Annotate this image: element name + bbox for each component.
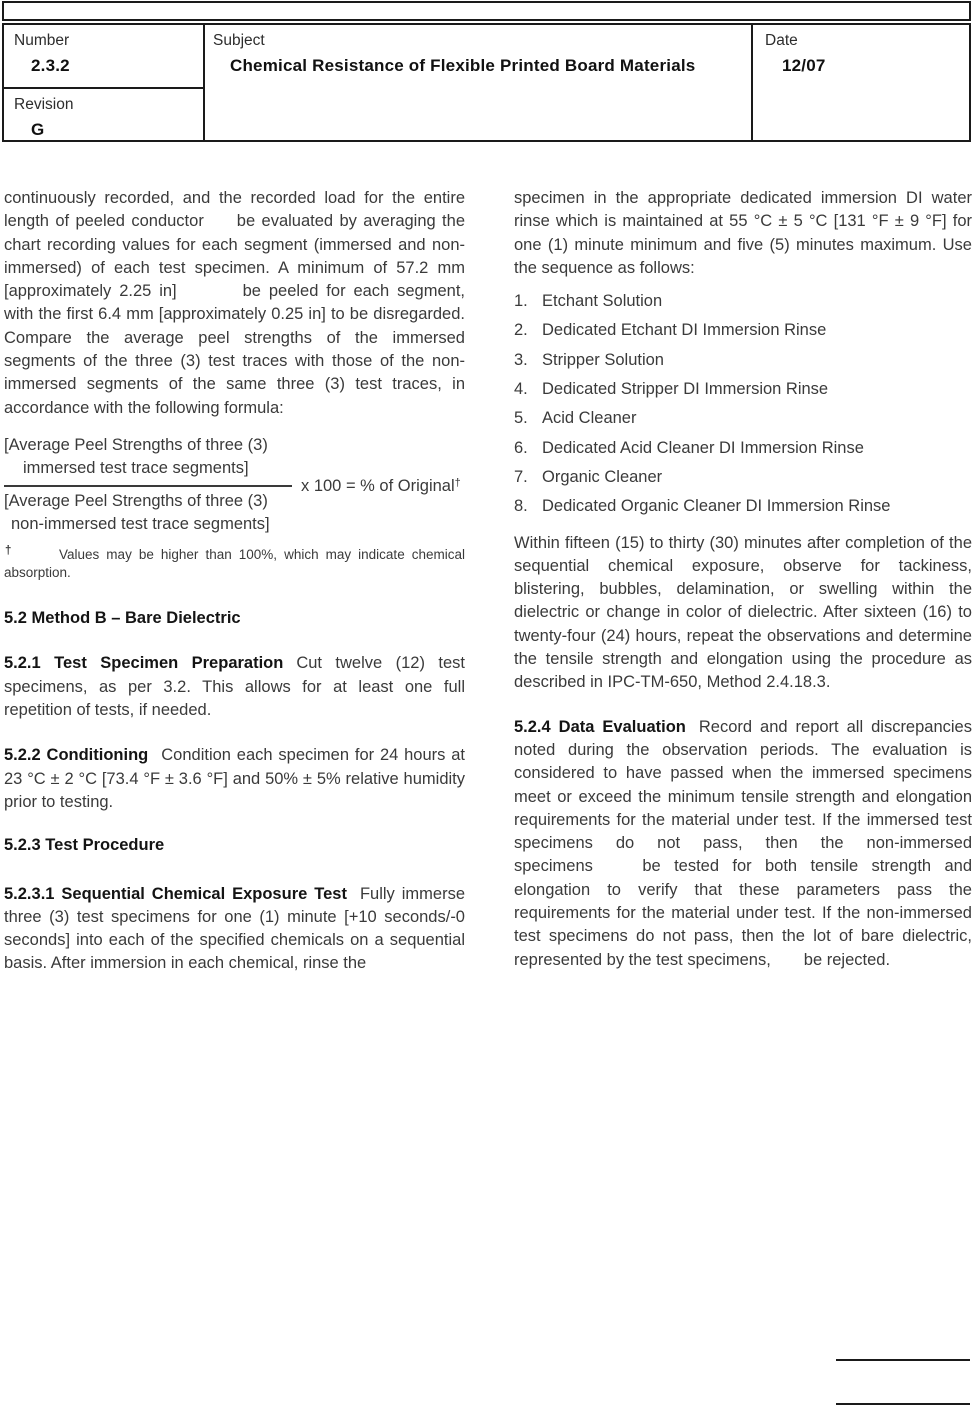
list-item-text: Dedicated Acid Cleaner DI Immersion Rinse [542, 438, 864, 457]
section-5-2-4-heading: 5.2.4 Data Evaluation [514, 717, 686, 736]
list-item [514, 407, 972, 430]
fraction-rule [4, 485, 292, 487]
section-heading-5-2-3: 5.2.3 Test Procedure [4, 836, 165, 855]
list-item [514, 437, 972, 460]
section-5-2-4-text: Record and report all discrepancies noted during the observation periods. The evaluation is considered to have passed when the immersed specimens meet or exceed the minimum tensile strength and elongation requirements for the material under test. If the immersed test specimens do not pass, then the non-immersed specimens be tested for both tensile strength and elongation to verify that these parameters pass the requirements for the material under test. If the non-immersed test specimens do not pass, then the lot of bare dielectric, represented by the test specimens, be rejected. [514, 717, 972, 969]
list-item-number: 1. [514, 292, 528, 311]
revision-value: G [31, 120, 45, 139]
section-5-2-3-1-heading: 5.2.3.1 Sequential Chemical Exposure Test [4, 884, 347, 903]
list-item [514, 319, 972, 342]
list-item-number: 7. [514, 467, 528, 486]
right-column [514, 187, 972, 972]
list-item [514, 378, 972, 401]
list-item-text: Stripper Solution [542, 350, 664, 369]
list-item-number: 4. [514, 380, 528, 399]
number-label: Number [14, 32, 70, 49]
section-5-2-1-heading: 5.2.1 Test Specimen Preparation [4, 654, 284, 673]
list-item [514, 349, 972, 372]
paragraph-rinse-sequence: specimen in the appropriate dedicated immersion DI water rinse which is maintained at 55 °C ± 5 °C [131 °F ± 9 °F] for one (1) minute minimum and five (5) minutes maximum. Use the sequence as follows: [514, 189, 972, 277]
number-value: 2.3.2 [31, 56, 70, 75]
formula-denominator: [Average Peel Strengths of three (3) non-immersed test trace segments] [4, 491, 270, 533]
list-item-number: 8. [514, 497, 528, 516]
footnote-text: Values may be higher than 100%, which may indicate chemical absorption. [4, 546, 465, 580]
list-item-text: Organic Cleaner [542, 467, 663, 486]
subject-label: Subject [213, 32, 265, 49]
paragraph-observation: Within fifteen (15) to thirty (30) minutes after completion of the sequential chemical exposure, observe for tackiness, blistering, bubbles, delamination, or swelling within the dielectric or change in color of dielectric. After sixteen (16) to twenty-four (24) hours, repeat the observations and determine the tensile strength and elongation using the procedure as described in IPC-TM-650, Method 2.4.18.3. [514, 533, 972, 692]
section-heading-5-2: 5.2 Method B – Bare Dielectric [4, 609, 241, 628]
section-5-2-2 [4, 744, 465, 814]
revision-label: Revision [14, 96, 74, 113]
footnote [4, 546, 465, 581]
section-5-2-4 [514, 716, 972, 972]
list-item-text: Dedicated Etchant DI Immersion Rinse [542, 321, 827, 340]
dagger-reference: † [454, 476, 461, 489]
date-cell [753, 25, 969, 140]
list-item-text: Etchant Solution [542, 292, 663, 311]
footer-rule-top [836, 1359, 970, 1361]
list-item-text: Dedicated Stripper DI Immersion Rinse [542, 380, 829, 399]
top-bar [2, 1, 971, 21]
section-5-2-1-text: Cut twelve (12) test specimens, as per 3.2. This allows for at least one full repetition of tests, if needed. [4, 654, 465, 720]
list-item-number: 2. [514, 321, 528, 340]
section-5-2-2-heading: 5.2.2 Conditioning [4, 746, 149, 765]
section-5-2-3-1 [4, 883, 465, 976]
footer-rule-bottom [836, 1403, 970, 1405]
formula-numerator: [Average Peel Strengths of three (3) immersed test trace segments] [4, 435, 268, 478]
section-5-2-1 [4, 652, 465, 722]
list-item-number: 5. [514, 409, 528, 428]
peel-strength-formula [4, 434, 465, 538]
list-item [514, 495, 972, 518]
chemical-sequence-list [514, 290, 972, 518]
list-item-text: Dedicated Organic Cleaner DI Immersion Rinse [542, 497, 891, 516]
header-table [2, 23, 971, 142]
date-label: Date [765, 32, 798, 49]
section-5-2-2-text: Condition each specimen for 24 hours at 23 °C ± 2 °C [73.4 °F ± 3.6 °F] and 50% ± 5% relative humidity prior to testing. [4, 746, 465, 811]
section-5-2-3-1-text: Fully immerse three (3) test specimens for one (1) minute [+10 seconds/-0 seconds] into each of the specified chemicals on a sequential basis. After immersion in each chemical, rinse the [4, 884, 465, 973]
footnote-dagger: † [5, 544, 12, 557]
list-item-text: Acid Cleaner [542, 409, 637, 428]
date-value: 12/07 [782, 56, 826, 75]
number-cell [4, 25, 203, 89]
formula-result: x 100 = % of Original† [301, 476, 461, 495]
list-item [514, 466, 972, 489]
list-item [514, 290, 972, 313]
left-column [4, 187, 465, 976]
header-number-revision-column [4, 25, 205, 140]
subject-cell [205, 25, 753, 140]
paragraph-peel-evaluation: continuously recorded, and the recorded load for the entire length of peeled conductor be evaluated by averaging the chart recording values for each segment (immersed and non-immersed) of each test specimen. A minimum of 57.2 mm [approximately 2.25 in] be peeled for each segment, with the first 6.4 mm [approximately 0.25 in] to be disregarded. Compare the average peel strengths of the immersed segments of the three (3) test traces with those of the non-immersed segments of the same three (3) test traces, in accordance with the following formula: [4, 189, 465, 417]
list-item-number: 6. [514, 438, 528, 457]
revision-cell [4, 89, 203, 140]
subject-value: Chemical Resistance of Flexible Printed Board Materials [230, 56, 696, 75]
formula-fraction [4, 434, 292, 536]
list-item-number: 3. [514, 350, 528, 369]
